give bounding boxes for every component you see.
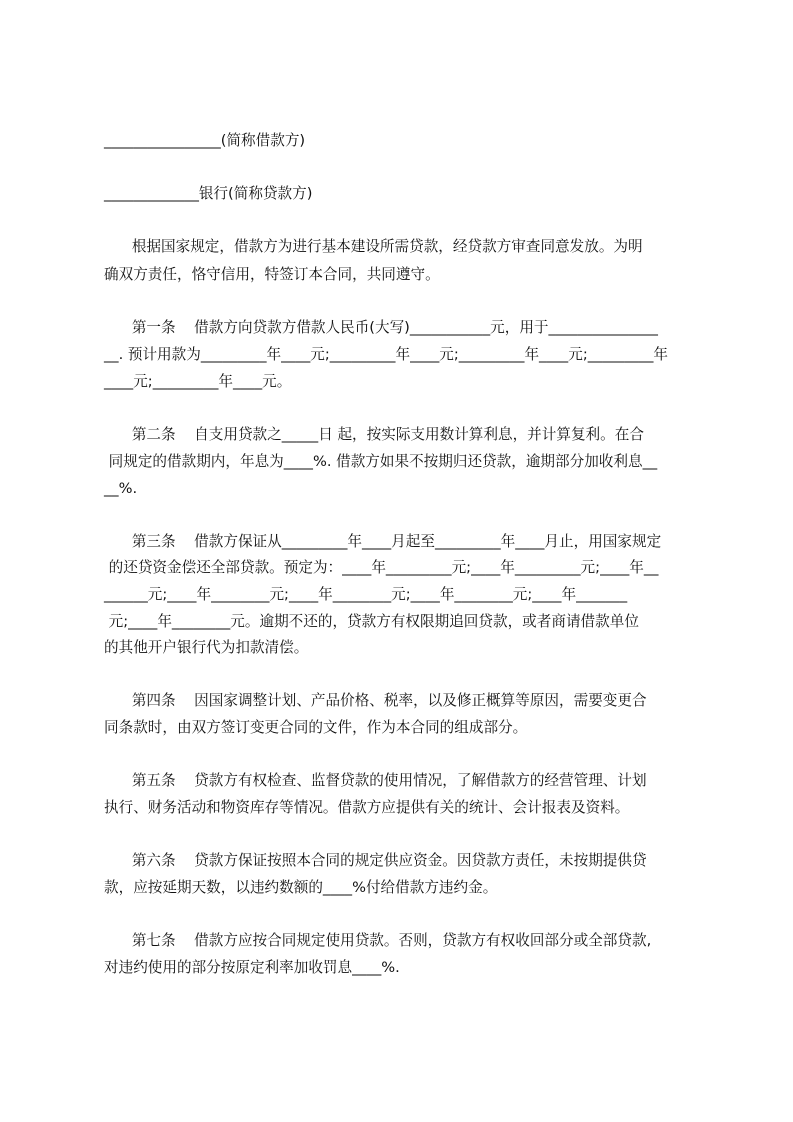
- article-5-line: 执行、财务活动和物资库存等情况。借款方应提供有关的统计、会计报表及资料。: [104, 799, 630, 816]
- party-borrower-line: ________________(简称借款方): [104, 132, 306, 149]
- article-2-line: 第二条 自支用贷款之_____日 起，按实际支用数计算利息，并计算复利。在合: [104, 426, 644, 443]
- article-5-line: 第五条 贷款方有权检查、监督贷款的使用情况，了解借款方的经营管理、计划: [104, 772, 647, 789]
- article-3-line: 元;____年________元。逾期不还的，贷款方有权限期追回贷款，或者商请借款单位: [104, 613, 639, 630]
- article-2-line: __%.: [104, 480, 138, 497]
- article-2-line: 同规定的借款期内，年息为____%. 借款方如果不按期归还贷款，逾期部分加收利息__: [104, 453, 658, 470]
- article-6-line: 款，应按延期天数，以违约数额的____%付给借款方违约金。: [104, 879, 498, 896]
- intro-line: 确双方责任，恪守信用，特签订本合同，共同遵守。: [104, 266, 440, 283]
- article-1-line: 第一条 借款方向贷款方借款人民币(大写)___________元，用于_______________: [104, 319, 658, 336]
- party-lender-line: _____________银行(简称贷款方): [104, 185, 313, 202]
- article-3-line: ______元;____年________元;____年________元;____年________元;____年_______: [104, 586, 628, 603]
- article-4-line: 第四条 因国家调整计划、产品价格、税率，以及修正概算等原因，需要变更合: [104, 692, 647, 709]
- article-7-line: 第七条 借款方应按合同规定使用贷款。否则，贷款方有权收回部分或全部贷款,: [104, 932, 652, 949]
- article-3-line: 的还贷资金偿还全部贷款。预定为：____年_________元;____年_________元;____年__: [104, 559, 659, 576]
- article-7-line: 对违约使用的部分按原定利率加收罚息____%.: [104, 959, 400, 976]
- article-1-line: __. 预计用款为_________年____元;_________年____元;_________年____元;_________年: [104, 346, 668, 363]
- article-3-line: 的其他开户银行代为扣款清偿。: [104, 639, 309, 656]
- article-3-line: 第三条 借款方保证从_________年____月起至_________年____月止，用国家规定: [104, 533, 662, 550]
- intro-line: 根据国家规定，借款方为进行基本建设所需贷款，经贷款方审查同意发放。为明: [104, 238, 643, 255]
- article-1-line: ____元;_________年____元。: [104, 373, 292, 390]
- article-4-line: 同条款时，由双方签订变更合同的文件，作为本合同的组成部分。: [104, 719, 528, 736]
- article-6-line: 第六条 贷款方保证按照本合同的规定供应资金。因贷款方责任，未按期提供贷: [104, 852, 647, 869]
